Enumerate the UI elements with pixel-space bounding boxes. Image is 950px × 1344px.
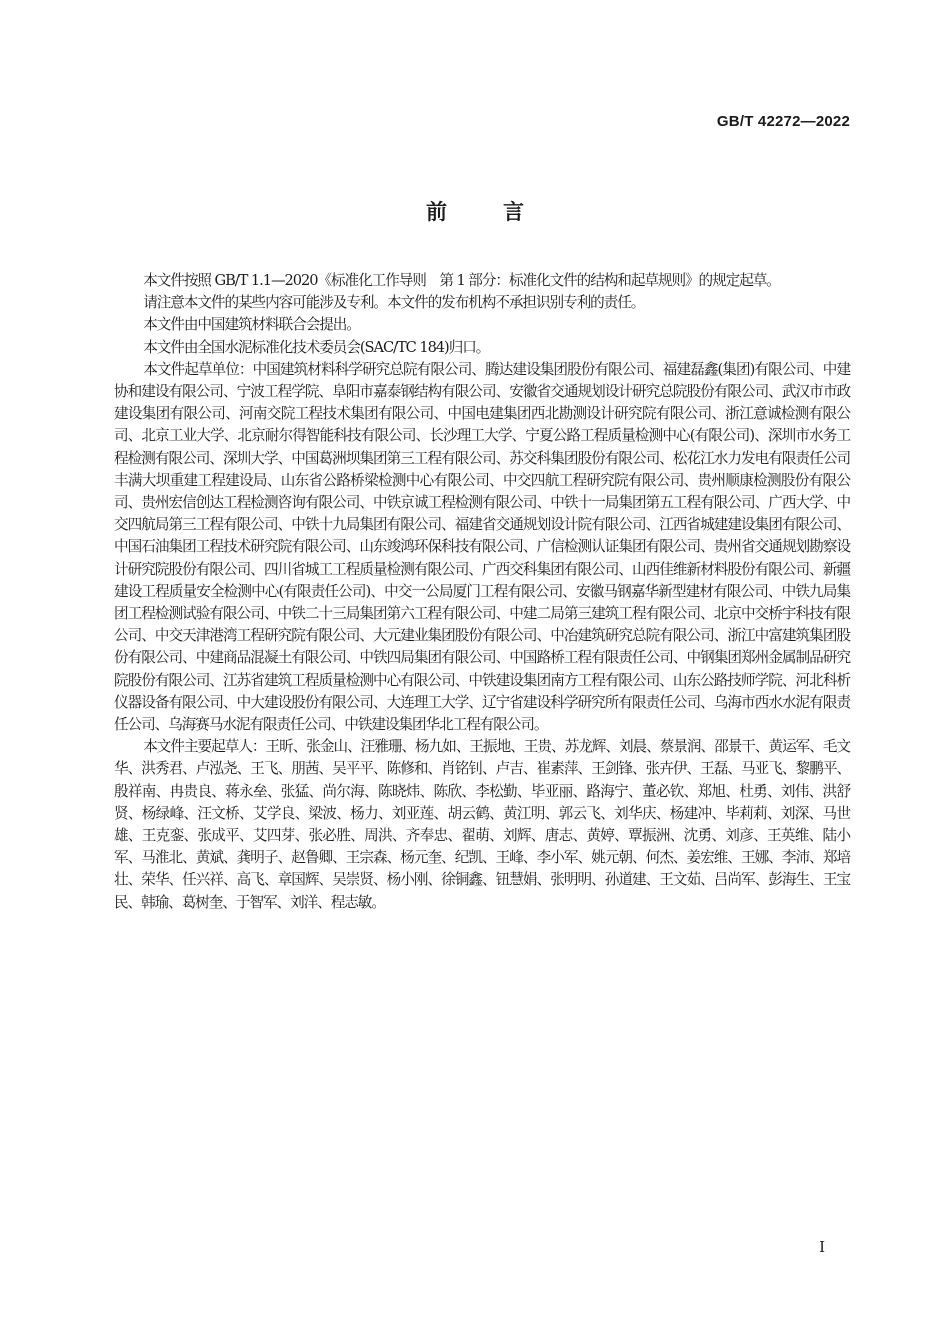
- paragraph-proposer: 本文件由中国建筑材料联合会提出。: [143, 316, 360, 334]
- paragraph-responsible-committee: 本文件由全国水泥标准化技术委员会(SAC/TC 184)归口。: [143, 338, 490, 356]
- page-number: I: [819, 1238, 825, 1256]
- paragraph-drafting-units: 本文件起草单位：中国建筑材料科学研究总院有限公司、腾达建设集团股份有限公司、福建磊鑫(集团)有限公司、中建协和建设有限公司、宁波工程学院、阜阳市嘉泰钢结构有限公司、安徽省交通规划设计研究总院股份有限公司、武汉市市政建设集团有限公司、河南交院工程技术集团有限公司、中国电建集团西北勘测设计研究院有限公司、浙江意诚检测有限公司、北京工业大学、北京耐尔得智能科技有限公司、长沙理工大学、宁夏公路工程质量检测中心(有限公司)、深圳市水务工程检测有限公司、深圳大学、中国葛洲坝集团第三工程有限公司、苏交科集团股份有限公司、松花江水力发电有限责任公司丰满大坝重建工程建设局、山东省公路桥梁检测中心有限公司、中交四航工程研究院有限公司、贵州顺康检测股份有限公司、贵州宏信创达工程检测咨询有限公司、中铁京诚工程检测有限公司、中铁十一局集团第五工程有限公司、广西大学、中交四航局第三工程有限公司、中铁十九局集团有限公司、福建省交通规划设计院有限公司、江西省城建建设集团有限公司、中国石油集团工程技术研究院有限公司、山东竣鸿环保科技有限公司、广信检测认证集团有限公司、贵州省交通规划勘察设计研究院股份有限公司、四川省城工工程质量检测有限公司、广西交科集团有限公司、山西佳维新材料股份有限公司、新疆建设工程质量安全检测中心(有限责任公司)、中交一公局厦门工程有限公司、安徽马钢嘉华新型建材有限公司、中铁九局集团工程检测试验有限公司、中铁二十三局集团第六工程有限公司、中建二局第三建筑工程有限公司、北京中交桥宇科技有限公司、中交天津港湾工程研究院有限公司、大元建业集团股份有限公司、中冶建筑研究总院有限公司、浙江中富建筑集团股份有限公司、中建商品混凝土有限公司、中铁四局集团有限公司、中国路桥工程有限责任公司、中钢集团郑州金属制品研究院股份有限公司、江苏省建筑工程质量检测中心有限公司、中铁建设集团南方工程有限公司、山东公路技师学院、河北科析仪器设备有限公司、中大建设股份有限公司、大连理工大学、辽宁省建设科学研究所有限责任公司、乌海市西水水泥有限责任公司、乌海赛马水泥有限责任公司、中铁建设集团华北工程有限公司。: [114, 360, 850, 734]
- paragraph-drafting-rules: 本文件按照 GB/T 1.1—2020《标准化工作导则 第 1 部分：标准化文件的结构和起草规则》的规定起草。: [143, 272, 780, 289]
- standard-code: GB/T 42272—2022: [716, 113, 850, 130]
- foreword-body: [114, 270, 850, 914]
- paragraph-drafters: 本文件主要起草人：王昕、张金山、汪雅珊、杨九如、王振地、王贵、苏龙辉、刘晨、蔡景润、邵景干、黄运军、毛文华、洪秀君、卢泓尧、王飞、朋茜、吴平平、陈修和、肖铭钊、卢吉、崔素萍、王剑锋、张卉伊、王磊、马亚飞、黎鹏平、殷祥南、冉贵良、蒋永垒、张猛、尚尔海、陈晓炜、陈欣、李松勤、毕亚丽、路海宁、董必钦、郑旭、杜勇、刘伟、洪舒贤、杨绿峰、汪文桥、艾学良、梁波、杨力、刘亚莲、胡云鹤、黄江明、郭云飞、刘华庆、杨建冲、毕莉莉、刘深、马世雄、王克銮、张成平、艾四芽、张必胜、周洪、齐奉忠、翟萌、刘辉、唐志、黄婷、覃振洲、沈勇、刘彦、王英维、陆小军、马淮北、黄斌、龚明子、赵鲁卿、王宗森、杨元奎、纪凯、王峰、李小军、姚元朝、何杰、姜宏维、王娜、李沛、郑培壮、荣华、任兴祥、高飞、章国辉、吴崇贤、杨小刚、徐铜鑫、钮慧娟、张明明、孙道建、王文茹、吕尚军、彭海生、王宝民、韩瑜、葛树奎、于智军、刘洋、程志敏。: [114, 738, 850, 911]
- paragraph-patent-notice: 请注意本文件的某些内容可能涉及专利。本文件的发布机构不承担识别专利的责任。: [143, 294, 645, 312]
- page-title: 前言: [426, 200, 580, 224]
